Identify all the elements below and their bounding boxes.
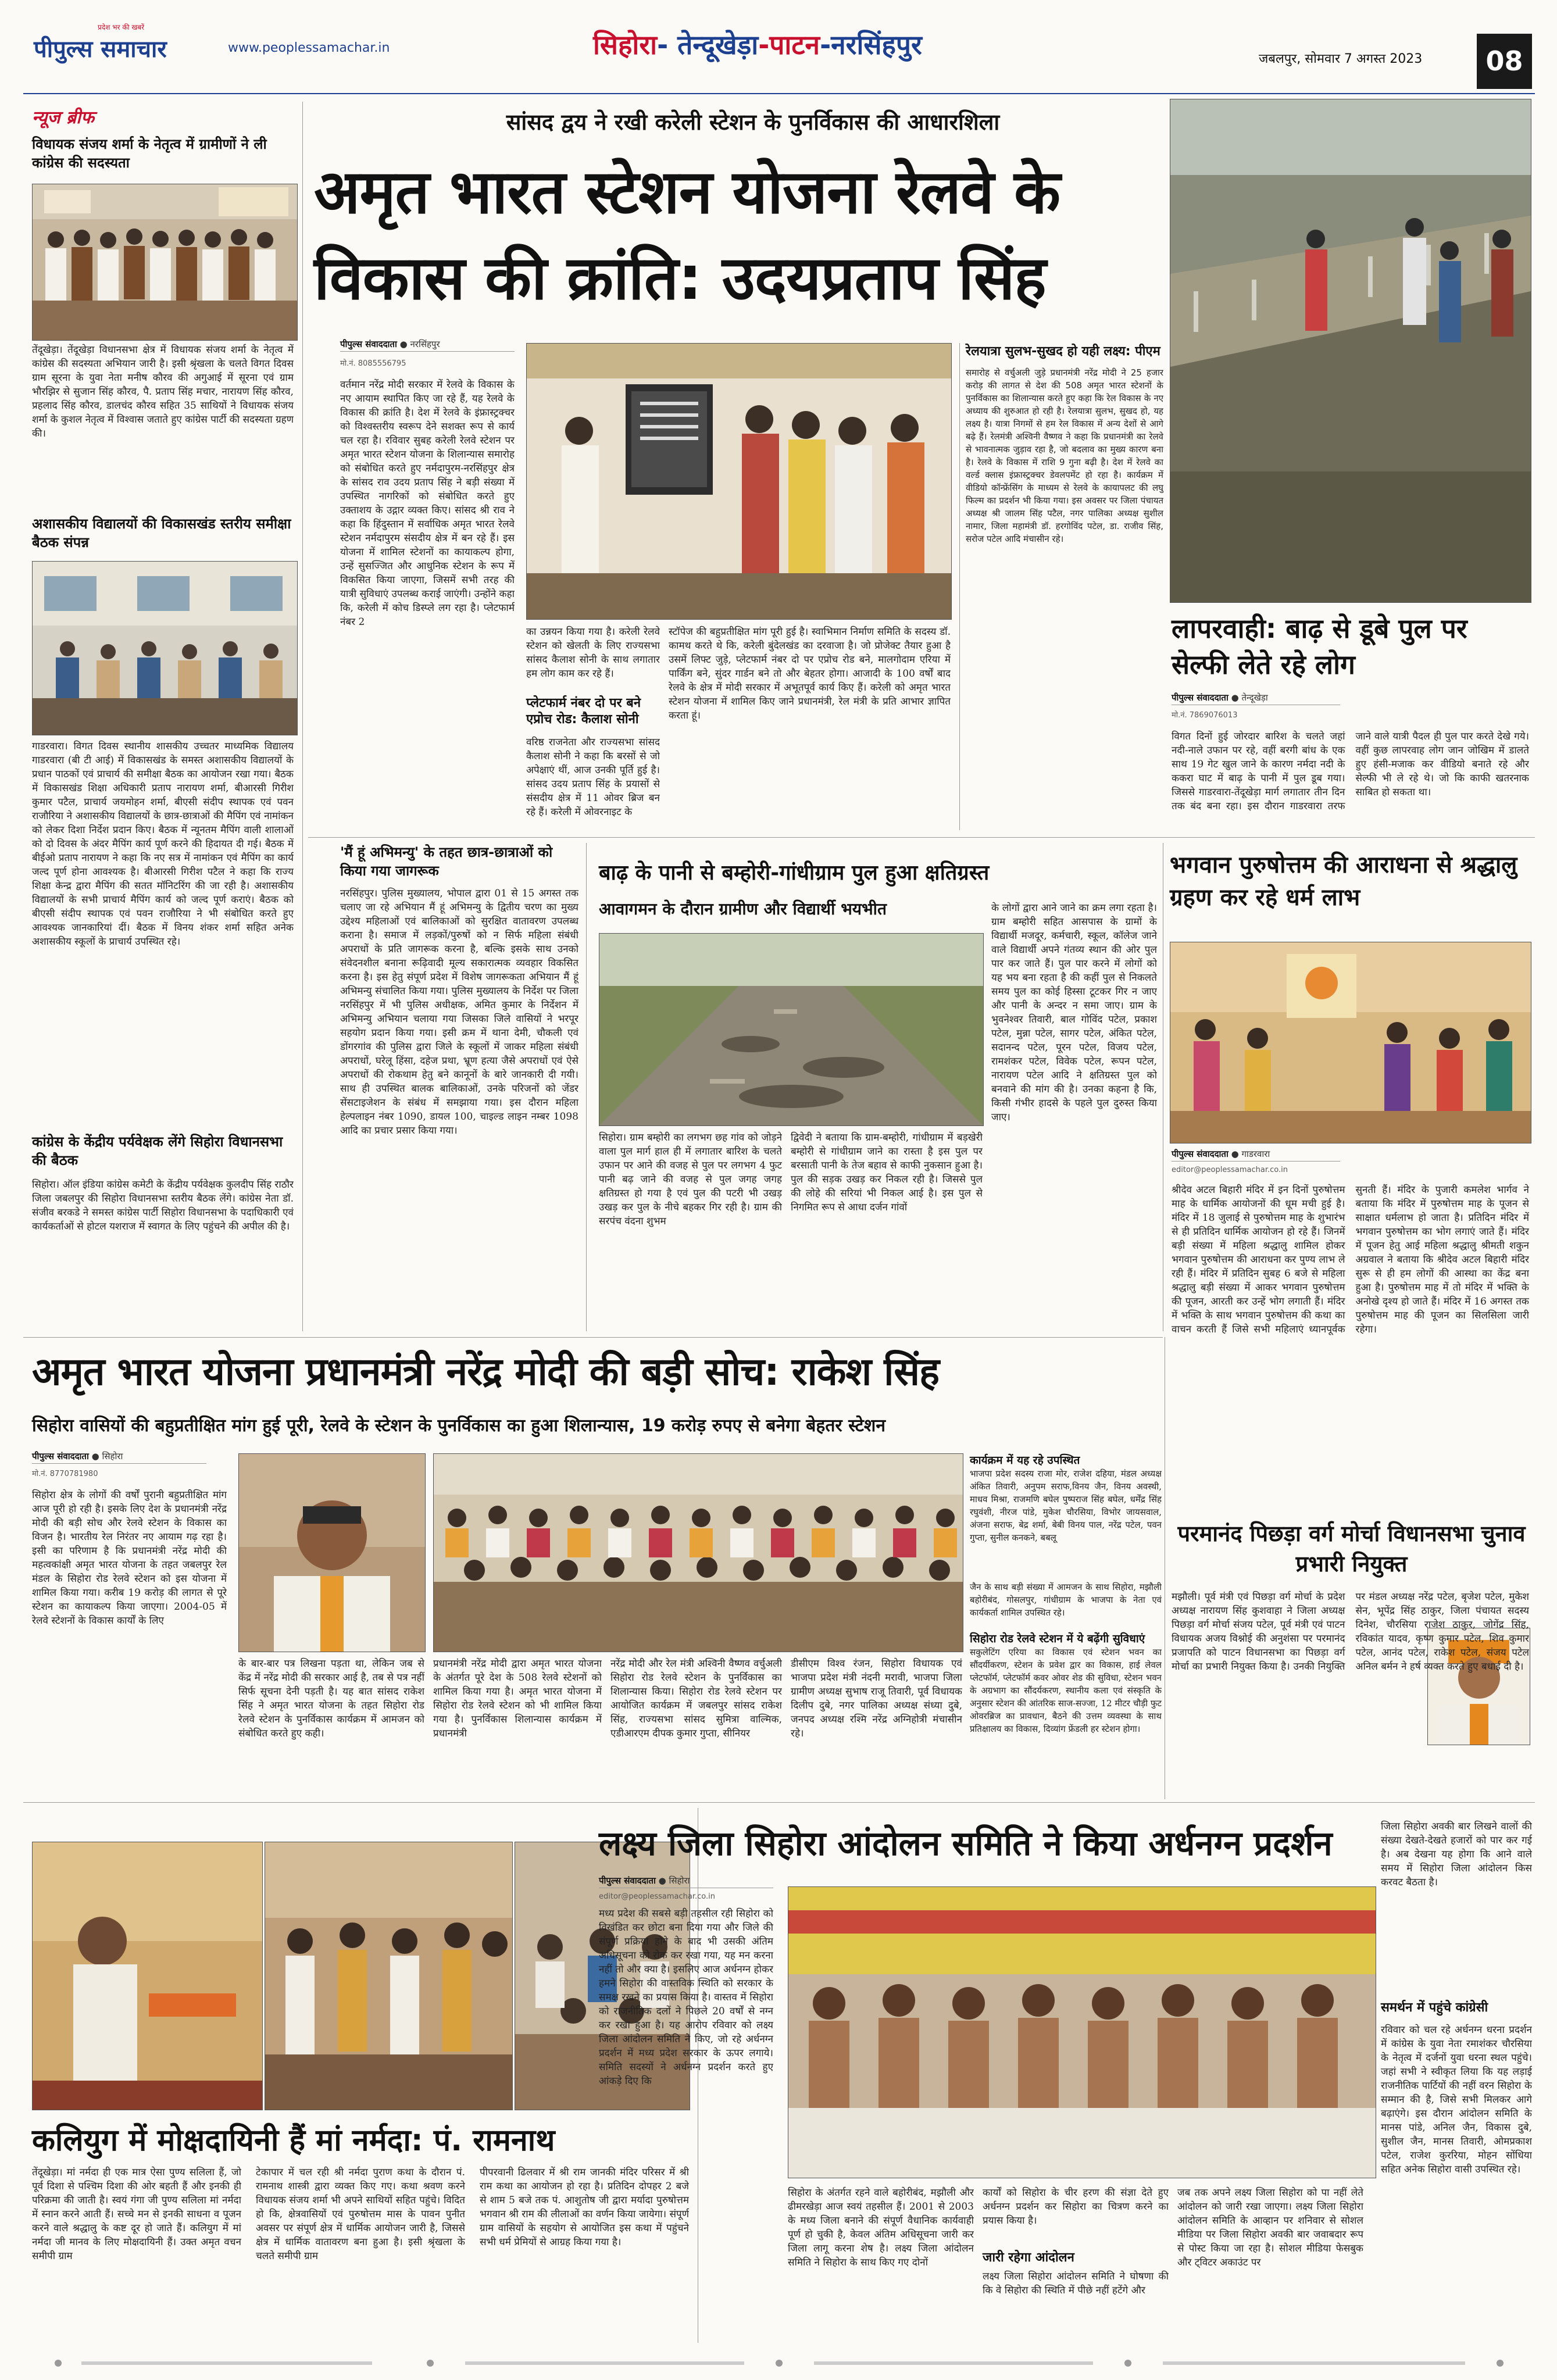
masthead (0, 0, 1557, 77)
brief-divider (302, 102, 303, 1331)
section-part-1: सिहोरा (593, 29, 658, 60)
lead-headline-2: विकास की क्रांति: उदयप्रताप सिंह (314, 242, 1046, 313)
lead-sidebar-headline: रेलयात्रा सुलभ-सुखद हो यही लक्ष्य: पीएम (966, 344, 1160, 359)
rakesh-col-5 (791, 1453, 962, 1651)
lower-rule (23, 1802, 1535, 1803)
page-number: 08 (1477, 34, 1532, 89)
kaliyug-body-1: तेंदूखेड़ा। मां नर्मदा ही एक मात्र ऐसा पुण्य सलिला हैं, जो पूर्व दिशा से पश्चिम दिशा की ओर बहती हैं और इनकी ही परिक्रमा की जाती है। स्वयं गंगा जी पुण्य सलिला मां नर्मदा में स्नान करने आती हैं। सच्चे मन से इनकी साधना व पूजन करने वाले श्रद्धालु के कष्ट दूर हो जाते हैं। कलियुग में मां नर्मदा जी मानव के लिए मोक्षदायिनी हैं। उक्त अमृत वचन समीपी ग्राम (32, 2167, 241, 2262)
flood-mobile: मो.नं. 7869076013 (1172, 711, 1238, 720)
lead-photo (526, 343, 952, 620)
lead-body-3: वरिष्ठ राजनेता और राज्यसभा सांसद कैलाश सोनी ने कहा कि बरसों से जो अपेक्षाएं थीं, आज उनकी पूर्ति हुई है। सांसद उदय प्रताप सिंह के प्रयासों से संसदीय क्षेत्र में 11 ओवर ब्रिज बन रहे हैं। करेली में ओवरनाइट के (526, 737, 660, 818)
bridge-body-3: के लोगों द्वारा आने जाने का क्रम लगा रहता है। ग्राम बम्होरी सहित आसपास के ग्रामों के विद्यार्थी मजदूर, कर्मचारी, स्कूल, कॉलेज जाने वाले विद्यार्थी अपने गंतव्य स्थान की ओर पुल पार कर जाते हैं। पुल पार करने में लोगों को यह भय बना रहता है की कहीं पुल से निकलते समय पुल का कोई हिस्सा टूटकर गिर न जाए और पानी के अन्दर न समा जाए। ग्राम के भुवनेश्वर तिवारी, बाल गोविंद पटेल, प्रकाश पटेल, मुन्ना पटेल, सागर पटेल, अंकित पटेल, सदानन्द पटेल, पूरन पटेल, विजय पटेल, रामशंकर पटेल, विवेक पटेल, रूपन पटेल, नारायण पटेल आदि ने क्षतिग्रस्त पुल को बनवाने की मांग की है। उनका कहना है कि, किसी गंभीर हादसे के पहले पुल दुरुस्त किया जाए। (991, 902, 1157, 1123)
lead-kicker: सांसद द्वय ने रखी करेली स्टेशन के पुनर्विकास की आधारशिला (506, 109, 1000, 135)
masthead-rule (23, 93, 1535, 94)
rakesh-subhead-2: कार्यक्रम में यह रहे उपस्थित (970, 1454, 1080, 1467)
parmanand-headline: परमानंद पिछड़ा वर्ग मोर्चा विधानसभा चुनाव प्रभारी नियुक्त (1177, 1521, 1526, 1577)
rakesh-byline-name: पीपुल्स संवाददाता (32, 1451, 89, 1461)
aandolan-body-3: कार्यों को सिहोरा के चीर हरण की संज्ञा देते हुए अर्धनग्न प्रदर्शन कर सिहोरा का चित्रण करने का प्रयास किया है। (983, 2187, 1169, 2227)
aandolan-byline-place: सिहोरा (669, 1875, 690, 1886)
aandolan-byline: पीपुल्स संवाददाता ● सिहोरा (599, 1875, 773, 1888)
lead-mobile: मो.नं. 8085556795 (340, 359, 406, 368)
brief-2-body: गाडरवारा। विगत दिवस स्थानीय शासकीय उच्चतर माध्यमिक विद्यालय गाडरवारा (बी टी आई) में विकासखंड के समस्त अशासकीय विद्यालयों के प्रधान पाठकों एवं प्राचार्य की समीक्षा बैठक का आयोजन रखा गया। बैठक में विकासखंड शिक्षा अधिकारी प्रताप नारायण शर्मा, बीआरसी गिरीश कुमार पटैल, प्राचार्य जयमोहन शर्मा, बीएसी संदीप स्थापक एवं पवन राजौरिया ने अशासकीय विद्यालयों के छात्र-छात्राओं की मैपिंग एवं नामांकन को लेकर दिशा निर्देश प्रदान किए। बैठक में न्यूनतम मैपिंग वाली शालाओं को दो दिवस के अंदर मैपिंग कार्य पूर्ण करने की हिदायत दी गई। बैठक में बीईओ प्रताप नारायण ने कहा कि नए सत्र में नामांकन एवं मैपिंग का कार्य जल्द पूर्ण होना आवश्यक है। बीआरसी गिरीश पटैल ने कहा कि राज्य शिक्षा केन्द्र द्वारा मैपिंग की सतत मॉनिटरिंग की जा रही है। अशासकीय विद्यालयों के सभी प्राचार्य मैपिंग कार्य को जल्द पूर्ण कराएं। बैठक को बीएसी संदीप स्थापक एवं पवन राजौरिया ने भी संबोधित करते हुए आवश्यक जानकारियां दीं। बैठक में विनय शंकर शर्मा सहित अनेक अशासकीय स्कूलों के प्राचार्य उपस्थित रहे। (32, 741, 294, 948)
rakesh-mobile: मो.नं. 8770781980 (32, 1470, 98, 1478)
rakesh-body-4: नरेंद्र मोदी और रेल मंत्री अश्विनी वैष्णव वर्चुअली सिहोरा रोड रेलवे स्टेशन के पुनर्विकास का शिलान्यास किया। सिहोरा रोड रेलवे स्टेशन पर आयोजित कार्यक्रम में जबलपुर सांसद राकेश सिंह, राज्यसभा सांसद सुमित्रा वाल्मिक, एडीआरएम दीपक कुमार गुप्ता, सीनियर (610, 1658, 782, 1739)
aandolan-headline: लक्ष्य जिला सिहोरा आंदोलन समिति ने किया अर्धनग्न प्रदर्शन (599, 1824, 1333, 1863)
kaliyug-body-3: पीपरवानी ढिलवार में श्री राम जानकी मंदिर परिसर में श्री राम कथा का आयोजन हो रहा है। प्रतिदिन दोपहर 2 बजे से शाम 5 बजे तक पं. आशुतोष जी द्वारा मर्यादा पुरुषोत्तम भगवान श्री राम की लीलाओं का वर्णन किया जायेगा। संपूर्ण ग्राम वासियों के सहयोग से आयोजित इस कथा में पहुंचने सभी धर्म प्रेमियों से आग्रह किया गया है। (480, 2167, 689, 2248)
brief-1-photo (32, 184, 298, 341)
bhagwan-headline: भगवान पुरुषोत्तम की आराधना से श्रद्धालु ग्रहण कर रहे धर्म लाभ (1170, 852, 1517, 911)
flood-photo (1170, 99, 1531, 603)
aandolan-body-5: जब तक अपने लक्ष्य जिला सिहोरा को पा नहीं लेते आंदोलन को जारी रखा जाएगा। लक्ष्य जिला सिहोरा आंदोलन समिति के आव्हान पर शनिवार से सोशल मीडिया पर जिला सिहोरा अवकी बार जवाबदार रूप से पोस्ट किया जा रहा है। सोशल मीडिया फेसबुक और ट्विटर अकाउंट पर (1177, 2187, 1363, 2268)
aandolan-subhead-2: समर्थन में पहुंचे कांग्रेसी (1381, 2000, 1488, 2015)
damaged-bridge-photo (599, 934, 983, 1125)
parmanand-body: मझौली। पूर्व मंत्री एवं पिछड़ा वर्ग मोर्चा के प्रदेश अध्यक्ष नारायण सिंह कुशवाहा ने जिला अध्यक्ष पिछड़ा वर्ग मोर्चा संजय पटेल, पूर्व मंत्री एवं पाटन विधायक अजय विश्नोई की अनुशंसा पर परमानंद प्रजापति को पाटन विधानसभा का पिछड़ा वर्ग मोर्चा का प्रभारी नियुक्त किया है। उनकी नियुक्ति पर मंडल अध्यक्ष नरेंद्र पटेल, बृजेश पटेल, मुकेश सेन, भूपेंद्र सिंह ठाकुर, जिला पंचायत सदस्य दिनेश, चौरसिया राजेश ठाकुर, जोगेंद्र सिंह, रविकांत यादव, कृष्ण कुमार पटेल, शिव कुमार पटेल, आनंद पटेल, राकेश पटेल, संजय पटेल अनिल बर्मन ने हर्ष व्यक्त करते हुए बधाई दी है। (1172, 1591, 1529, 1673)
lead-bottom-rule (308, 837, 1535, 838)
rakesh-subhead: सिहोरा वासियों की बहुप्रतीक्षित मांग हुई पूरी, रेलवे के स्टेशन के पुनर्विकास का हुआ शिलान्यास, 19 करोड़ रुपए से बनेगा बेहतर स्टेशन (32, 1416, 885, 1436)
aandolan-col-3 (983, 2186, 1169, 2334)
aandolan-body-2: सिहोरा के अंतर्गत रहने वाले बहोरीबंद, मझौली और ढीमरखेड़ा आज स्वयं तहसील हैं। 2001 से 2003 के मध्य जिला बनाने की संपूर्ण वैधानिक कार्यवाही पूर्ण हो चुकी है, केवल अंतिम अधिसूचना जारी कर जिला लागू करना शेष है। लक्ष्य जिला आंदोलन समिति ने सिहोरा के साथ किए गए दोनों (788, 2187, 974, 2268)
bridge-photo (599, 933, 984, 1126)
bhagwan-body: श्रीदेव अटल बिहारी मंदिर में इन दिनों पुरुषोत्तम माह के धार्मिक आयोजनों की धूम मची हुई है। मंदिर में 18 जुलाई से पुरुषोत्तम माह के शुभारंभ से ही प्रतिदिन धार्मिक आयोजन हो रहे हैं। जिनमें बड़ी संख्या में महिला श्रद्धालु शामिल होकर भगवान पुरुषोत्तम की आराधना कर पुण्य लाभ ले रही हैं। मंदिर में प्रतिदिन सुबह 6 बजे से महिला श्रद्धालु बड़ी संख्या में आकर भगवान पुरुषोत्तम की पूजन, आरती कर उन्हें भोग लगाती हैं। मंदिर में भक्ति के साथ भगवान पुरुषोत्तम की कथा का वाचन करती हैं जिसे सभी महिलाएं ध्यानपूर्वक सुनती हैं। मंदिर के पुजारी कमलेश भार्गव ने बताया कि मंदिर में पुरुषोत्तम माह के पूजन से साक्षात धर्मलाभ हो जाता है। प्रतिदिन मंदिर में भगवान पुरुषोत्तम का भोग लगाएं जाते हैं। मंदिर में पूजन हेतु आई महिला श्रद्धालु श्रीमती शकुन अग्रवाल ने बताया कि श्रीदेव अटल बिहारी मंदिर सुरू से ही हम लोगों की आस्था का केंद्र बना हुआ है। पुरुषोत्तम माह में तो मंदिर में भक्ति के अनोखे दृश्य हो जाते हैं। मंदिर में 16 अगस्त तक पुरुषोत्तम माह की पूजन का सिलसिला जारी रहेगा। (1172, 1184, 1529, 1335)
brief-3-body: सिहोरा। ऑल इंडिया कांग्रेस कमेटी के केंद्रीय पर्यवेक्षक कुलदीप सिंह राठौर जिला जबलपुर की सिहोरा विधानसभा स्तरीय बैठक लेंगे। कांग्रेस नेता डॉ. संजीव बरकडे ने समस्त कांग्रेस पार्टी सिहोरा विधानसभा के पदाधिकारी एवं कार्यकर्ताओं से होटल यशराज में स्वागत के लिए पहुंचने की अपील की है। (32, 1179, 294, 1232)
brief-2-headline: अशासकीय विद्यालयों की विकासखंड स्तरीय समीक्षा बैठक संपन्न (32, 516, 291, 551)
rakesh-body-8: सकुलेटिंग एरिया का विकास एवं स्टेशन भवन का सौंदर्यीकरण, स्टेशन के प्रवेश द्वार का विकास, हाई लेवल प्लेटफॉर्म, प्लेटफॉर्म कवर ओवर शेड की सुविधा, स्टेशन भवन के अग्रभाग का सौंदर्यकरण, स्थानीय कला एवं संस्कृति के अनुसार स्टेशन की आंतरिक साज-सज्जा, 12 मीटर चौड़ी फुट ओवरब्रिज का प्रावधान, बैठने की उत्तम व्यवस्था के साथ प्रतिक्षालय का विकास, दिव्यांग फ्रेंडली हर स्टेशन होगा। (970, 1647, 1162, 1734)
kaliyug-body-2: टेकापार में चल रही श्री नर्मदा पुराण कथा के दौरान पं. रामनाथ शास्त्री द्वारा व्यक्त किए गए। कथा श्रवण करने विधायक संजय शर्मा भी अपने साथियों सहित पहुंचे। विदित हो कि, क्षेत्रवासियों एवं पुरुषोत्तम मास के पावन पुनीत अवसर पर संपूर्ण क्षेत्र में धार्मिक आयोजन जारी है, जिससे क्षेत्र में धार्मिक वातावरण बना हुआ है। इसी श्रृंखला के चलते समीपी ग्राम (256, 2167, 465, 2262)
foundation-stone-photo (527, 344, 951, 619)
rakesh-body-1: सिहोरा क्षेत्र के लोगों की वर्षों पुरानी बहुप्रतीक्षित मांग आज पूरी हो रही है। इसके लिए देश के प्रधानमंत्री नरेंद्र मोदी की बड़ी सोच और रेलवे स्टेशन के विकास का विजन है। भारतीय रेल निरंतर नए आयाम गढ़ रहा है। इसी का परिणाम है कि प्रधानमंत्री नरेंद्र मोदी की महत्वकांक्षी अमृत भारत योजना के तहत जबलपुर रेल मंडल के सिहोरा रोड रेलवे स्टेशन को इस योजना में शामिल किया गया। करीब 19 करोड़ की लागत से पूरे स्टेशन का कायाकल्प किया जाएगा। 2004-05 में रेलवे स्टेशनों के विकास कार्यों के लिए (32, 1489, 227, 1627)
rakesh-body-3: प्रधानमंत्री नरेंद्र मोदी द्वारा अमृत भारत योजना के अंतर्गत पूरे देश के 508 रेलवे स्टेशनों को शामिल किया गया है। अमृत भारत योजना में सिहोरा रोड रेलवे स्टेशन को भी शामिल किया गया है। पुनर्विकास शिलान्यास कार्यक्रम में प्रधानमंत्री (433, 1658, 602, 1739)
section-part-4: -नरसिंहपुर (820, 29, 922, 60)
katha-speaker-photo (33, 1842, 262, 2110)
protest-photo (788, 1887, 1376, 2178)
kaliyug-photo-2 (265, 1842, 513, 2110)
meeting-hall-photo (33, 562, 297, 735)
aandolan-body-7: रविवार को चल रहे अर्धनग्न धरना प्रदर्शन में कांग्रेस के युवा नेता रमाशंकर चौरसिया के नेतृत्व में दर्जनों युवा धरना स्थल पहुंचे। जहां सभी ने स्वीकृत लिया कि यह लड़ाई राजनीतिक पार्टियों की नहीं वरन सिहोरा के सम्मान की है, जिसे सभी मिलकर आगे बढ़ाएंगे। इस दौरान आंदोलन समिति के मानस पांडे, अनिल जैन, विकास दुबे, सुशील जैन, मानस तिवारी, ओमप्रकाश पटेल, राजेश कुररिया, मोहन सोंधिया सहित अनेक सिहोरा वासी उपस्थित रहे। (1381, 2024, 1532, 2175)
rakesh-headline: अमृत भारत योजना प्रधानमंत्री नरेंद्र मोदी की बड़ी सोच: राकेश सिंह (32, 1349, 939, 1394)
news-brief-label: न्यूज ब्रीफ (32, 108, 94, 128)
congress-group-photo (33, 184, 297, 340)
bhagwan-byline-name: पीपुल्स संवाददाता (1172, 1149, 1229, 1159)
rakesh-body-7: जैन के साथ बड़ी संख्या में आमजन के साथ सिहोरा, मझौली बहोरीबंद, गोसलपुर, गांधीग्राम के भाजपा के नेता एवं कार्यकर्ता शामिल उपस्थित रहे। (970, 1582, 1162, 1618)
rakesh-body-6: भाजपा प्रदेश सदस्य राजा मोर, राजेश दहिया, मंडल अध्यक्ष अंकित तिवारी, अनुपम सराफ,विनय जैन, विनय अवस्थी, माधव मिश्रा, राजमणि बघेल पुष्पराज सिंह बघेल, धर्मेंद्र सिंह रघुवंशी, नीरज पांडे, मुकेश चौरसिया, विभोर जायसवाल, अंजना सराफ, बेद्र शर्मा, बेबी विनय पाल, नरेंद्र पटेल, पवन गुप्ता, सुनील कनकने, बबलू (970, 1468, 1162, 1543)
aandolan-body-6: जिला सिहोरा अवकी बार लिखने वालों की संख्या देखते-देखते हजारों को पार कर गई है। अब देखना यह होगा कि आने वाले समय में सिहोरा जिला आंदोलन किस करवट बैठता है। (1381, 1821, 1532, 1888)
registration-marks (23, 2357, 1535, 2369)
rakesh-subhead-3: सिहोरा रोड रेलवे स्टेशन में ये बढ़ेंगी सुविधाएं (970, 1632, 1145, 1645)
flood-byline-place: तेन्दूखेड़ा (1241, 692, 1268, 703)
section-part-3: -पाटन (758, 29, 820, 60)
lead-body-1: वर्तमान नरेंद्र मोदी सरकार में रेलवे के विकास के नए आयाम स्थापित किए जा रहे हैं, यह रेलवे के विकास की क्रांति है। देश में रेलवे के इंफ्रास्ट्रक्चर को विश्वस्तरीय स्वरूप देने सशक्त रूप से कार्य चल रहा है। रविवार सुबह करेली रेलवे स्टेशन पर अमृत भारत स्टेशन योजना के शिलान्यास समारोह को संबोधित करते हुए नर्मदापुरम-नरसिंहपुर क्षेत्र के सांसद राव उदय प्रताप सिंह ने बड़ी संख्या में उपस्थित नागरिकों को संबोधित करते हुए उक्ताशय के उद्गार व्यक्त किए। सांसद श्री राव ने कहा कि हिंदुस्तान में सर्वाधिक अमृत भारत रेलवे स्टेशन नर्मदापुरम संसदीय क्षेत्र में बन रहे हैं। इस योजना में शामिल स्टेशनों का कायाकल्प होगा, उन्हें सुसज्जित और आधुनिक स्टेशन के रूप में विकसित किया जाएगा, जिसमें सभी तरह की यात्री सुविधाएं उपलब्ध कराई जाएंगी। उन्होंने कहा कि, करेली में कोच डिस्प्ले लग रहा है। प्लेटफार्म नंबर 2 (340, 379, 515, 628)
rakesh-body-5: डीसीएम विश्व रंजन, सिहोरा विधायक एवं भाजपा प्रदेश मंत्री नंदनी मरावी, भाजपा जिला ग्रामीण अध्यक्ष सुभाष राजू तिवारी, पूर्व विधायक दिलीप दुबे, नगर पालिका अध्यक्ष संध्या दुबे, जनपद अध्यक्ष रश्मि नरेंद्र अग्निहोत्री मंचासीन रहे। (791, 1658, 962, 1739)
website[interactable]: www.peoplessamachar.in (228, 41, 390, 55)
bhagwan-byline: पीपुल्स संवाददाता ● गाडरवारा (1172, 1148, 1340, 1162)
brief-1-headline: विधायक संजय शर्मा के नेतृत्व में ग्रामीणों ने ली कांग्रेस की सदस्यता (32, 136, 267, 171)
lead-byline-place: नरसिंहपुर (410, 339, 440, 349)
bridge-body-2: द्विवेदी ने बताया कि ग्राम-बम्होरी, गांधीग्राम में बड़खेरी बम्होरी से गांधीग्राम जाने का रास्ता है इस पुल पर बरसाती पानी के तेज बहाव से काफी नुकसान हुआ है। पुल की सड़क उखड़ कर निकल रही है। जिससे पुल की लोहे की सरियां भी निकल आई है। इस पुल से निगमित रूप से आधा दर्जन गांवों (791, 1132, 983, 1213)
footer-strip (23, 2357, 1535, 2369)
brand-logo: पीपुल्स समाचार (34, 36, 167, 63)
lead-sidebar (959, 343, 1163, 830)
abhimanyu-headline: 'मैं हूं अभिमन्यु' के तहत छात्र-छात्राओं को किया गया जागरूक (340, 844, 553, 879)
abhimanyu-divider (586, 843, 587, 1331)
abhimanyu-body: नरसिंहपुर। पुलिस मुख्यालय, भोपाल द्वारा 01 से 15 अगस्त तक चलाए जा रहे अभियान मैं हूं अभिमन्यु के द्वितीय चरण का मुख्य उद्देश्य महिलाओं एवं बालिकाओं को सुरक्षित वातावरण उपलब्ध कराना है। समाज में लड़कों/पुरुषों को न सिर्फ महिला संबंधी अपराधों के प्रति जागरूक करना है, बल्कि इसके साथ उनको संवेदनशील बनाना रूढ़िवादी मूल्य सकारात्मक व्यवहार विकसित करना है। इस हेतु संपूर्ण प्रदेश में विशेष जागरूकता अभियान मैं हूं अभिमन्यु संचालित किया गया। पुलिस मुख्यालय के निर्देश पर जिला नरसिंहपुर में भी पुलिस अधीक्षक, अमित कुमार के निर्देशन में अभिमन्यु अभियान चलाया गया जिसका जिले वासियों ने भरपूर सहयोग प्रदान किया गया। इसी क्रम में थाना देमी, चौकली एवं डोंगरगांव की पुलिस द्वारा जिले के स्कूलों में जाकर महिला संबंधी अपराधों, घरेलू हिंसा, दहेज प्रथा, भ्रूण हत्या जैसे अपराधों एवं ऐसे अपराधों की रोकथाम हेतु बने कानूनों के बारे जानकारी दी गयी। साथ ही उपस्थित बालक बालिकाओं, उनके परिजनों को जेंडर सेंसटाइजेशन के संबंध में समझाया गया। इस दौरान महिला हेल्पलाइन नंबर 1090, डायल 100, चाइल्ड लाइन नम्बर 1098 आदि का प्रचार प्रसार किया गया। (340, 888, 578, 1137)
lead-body-2: का उन्नयन किया गया है। करेली रेलवे स्टेशन को खेलती के लिए राज्यसभा सांसद कैलाश सोनी के साथ लगातार हम लोग काम कर रहे हैं। (526, 626, 660, 680)
lead-byline: पीपुल्स संवाददाता ● नरसिंहपुर (340, 338, 515, 352)
mid-rule (23, 1337, 1163, 1338)
flood-body: विगत दिनों हुई जोरदार बारिश के चलते जहां नदी-नाले उफान पर रहे, वहीं बरगी बांध के एक साथ 19 गेट खुल जाने के कारण नर्मदा नदी के ककरा घाट में बाढ़ के पानी में पुल डूब गया। जिससे गाडरवारा-तेंदूखेड़ा मार्ग लगातार तीन दिन तक बंद बना रहा। इस दौरान गाडरवारा तरफ जाने वाले यात्री पैदल ही पुल पार करते देखे गये। वहीं कुछ लापरवाह लोग जान जोखिम में डालते हुए हंसी-मजाक कर वीडियो बनाते रहे और सेल्फी भी ले रहे थे। जो कि काफी खतरनाक साबित हो सकता था। (1172, 731, 1529, 812)
aandolan-byline-name: पीपुल्स संवाददाता (599, 1875, 656, 1886)
section-part-2: - तेन्दूखेड़ा (657, 29, 759, 60)
lead-sidebar-body: समारोह से वर्चुअली जुड़े प्रधानमंत्री नरेंद्र मोदी ने 25 हजार करोड़ की लागत से देश की 508 अमृत भारत स्टेशनों के पुनर्विकास का शिलान्यास करते हुए कहा कि रेल विकास के नए अध्याय की शुरुआत हो रही है। रेलयात्रा सुलभ, सुखद हो, यह लक्ष्य है। यात्रा निगमों से हम रेल विकास में अन्य देशों से आगे बढ़े हैं। रेलमंत्री अश्विनी वैष्णव ने कहा कि प्रधानमंत्री का रेलवे से भावनात्मक जुड़ाव रहा है, जो बदलाव का मुख्य कारण बना है। रेलवे के विकास में राशि 9 गुना बढ़ी है। देश में रेलवे का वर्ल्ड क्लास इंफ्रास्ट्रक्चर डेवलपमेंट हो रहा है। कार्यक्रम में वीडियो कॉन्फ्रेंसिंग के माध्यम से रेलवे के कायापलट की लघु फिल्म का प्रदर्शन भी किया गया। इस अवसर पर जिला पंचायत अध्यक्ष श्री जालम सिंह पटैल, नगर पालिका अध्यक्ष सुशील नामार, जिला महामंत्री डॉ. हरगोविंद पटेल, डा. राजीव सिंह, सरोज पटेल आदि मंचासीन रहे। (966, 367, 1163, 544)
kaliyug-photo-1 (32, 1842, 263, 2110)
brand-tagline: प्रदेश भर की खबरें (98, 23, 145, 31)
aandolan-email[interactable]: editor@peoplessamachar.co.in (599, 1892, 715, 1901)
brief-3-headline: कांग्रेस के केंद्रीय पर्यवेक्षक लेंगे सिहोरा विधानसभा की बैठक (32, 1134, 283, 1168)
bhagwan-email[interactable]: editor@peoplessamachar.co.in (1172, 1166, 1288, 1174)
flood-byline-name: पीपुल्स संवाददाता (1172, 692, 1229, 703)
rakesh-byline-place: सिहोरा (102, 1451, 123, 1461)
temple-devotees-photo (1170, 942, 1531, 1143)
brief-1-body: तेंदूखेड़ा। तेंदूखेड़ा विधानसभा क्षेत्र में विधायक संजय शर्मा के नेतृत्व में कांग्रेस की सदस्यता अभियान जारी है। इसी श्रृंखला के चलते विगत दिवस ग्राम सूरना के युवा नेता मनीष कौरव की अगुआई में सूरना एवं ग्राम भौरझिर से सुजान सिंह कौरव, पै. प्रताप सिंह मचार, नारायण सिंह कौरव, प्रहलाद सिंह कौरव, डालचंद कौरव सहित 35 साथियों ने विधायक संजय शर्मा के कुशल नेतृत्व में विश्वास जताते हुए कांग्रेस पार्टी की सदस्यता ग्रहण की। (32, 344, 294, 439)
section-title (593, 26, 922, 62)
lead-byline-name: पीपुल्स संवाददाता (340, 339, 397, 349)
flood-byline: पीपुल्स संवाददाता ● तेन्दूखेड़ा (1172, 692, 1340, 705)
rakesh-right-cols (970, 1453, 1162, 1791)
bridge-headline: बाढ़ के पानी से बम्होरी-गांधीग्राम पुल हुआ क्षतिग्रस्त (599, 861, 990, 885)
kaliyug-headline: कलियुग में मोक्षदायिनी हैं मां नर्मदा: पं. रामनाथ (32, 2123, 555, 2158)
aandolan-body-1: मध्य प्रदेश की सबसे बड़ी तहसील रही सिहोरा को विखंडित कर छोटा बना दिया गया और जिले की संपूर्ण प्रक्रिया होने के बाद भी उसकी अंतिम अधिसूचना को रोक कर रखा गया, यह मन करना नहीं तो और क्या है। इसलिए आज अर्धनग्न होकर हमने सिहोरा की वास्तविक स्थिति को सरकार के समक्ष रखने का प्रयास किया है। वास्तव में सिहोरा को राजनीतिक दलों ने पिछले 20 वर्षों से नग्न कर रखा हुआ है। यह आरोप रविवार को लक्ष्य जिला आंदोलन समिति ने किए, जो रहे अर्धनग्न प्रदर्शन में मध्य प्रदेश सरकार के ऊपर लगाये। समिति सदस्यों ने अर्धनग्न प्रदर्शन करते हुए आंकड़े दिए कि (599, 1908, 773, 2087)
rakesh-byline: पीपुल्स संवाददाता ● सिहोरा (32, 1450, 206, 1464)
flood-headline: लापरवाही: बाढ़ से डूबे पुल पर सेल्फी लेते रहे लोग (1172, 613, 1467, 680)
bhagwan-byline-place: गाडरवारा (1241, 1149, 1270, 1159)
mp-portrait-photo (239, 1454, 425, 1652)
rakesh-portrait (238, 1453, 426, 1652)
bridge-body-1: सिहोरा। ग्राम बम्होरी का लगभग छह गांव को जोड़ने वाला पुल मार्ग हाल ही में लगातार बारिश के चलते उफान पर आने की वजह से पुल पर लगभग 4 फुट पानी बढ़ जाने की वजह से पुल जगह जगह क्षतिग्रस्त हो गया है एवं पुल की पटरी भी उखड़ उखड़ कर पुल के नीचे बहकर गिर रही है। ग्राम की सरपंच वंदना शुभम (599, 1132, 782, 1227)
dateline: जबलपुर, सोमवार 7 अगस्त 2023 (1259, 52, 1423, 66)
rakesh-body-2: के बार-बार पत्र लिखना पड़ता था, लेकिन जब से केंद्र में नरेंद्र मोदी की सरकार आई है, तब से पत्र नहीं सिर्फ सूचना देनी पड़ती है। यह बात सांसद राकेश सिंह ने अमृत भारत योजना के तहत सिहोरा रोड रेलवे स्टेशन के पुनर्विकास कार्यक्रम में आमजन को संबोधित करते हुए कही। (238, 1658, 424, 1739)
brief-2-photo (32, 561, 298, 735)
lead-headline-1: अमृत भारत स्टेशन योजना रेलवे के (314, 156, 1060, 227)
flooded-bridge-photo (1170, 99, 1531, 602)
lead-body-4: स्टॉपेज की बहुप्रतीक्षित मांग पूरी हुई है। स्वाभिमान निर्माण समिति के सदस्य डॉ. कामथ करते थे कि, करेली बुंदेलखंड का दरवाजा है। जो प्रोजेक्ट तैयार हुआ है उसमें लिफ्ट जुड़े, प्लेटफार्म नंबर दो पर एप्रोच रोड बने, मालगोदाम एरिया में पार्किंग बने, सुंदर गार्डन बने तो और बेहतर होगा। आजादी के 100 वर्षों बाद रेलवे के क्षेत्र में मोदी सरकार में अभूतपूर्व कार्य किए हैं। करेली को अमृत भारत स्टेशन योजना में शामिल किए जाने प्रधानमंत्री, रेल मंत्री के प्रति आभार ज्ञापित करता हूं। (669, 626, 951, 721)
lead-subhead: प्लेटफार्म नंबर दो पर बने एप्रोच रोड: कैलाश सोनी (526, 696, 641, 727)
bhagwan-photo (1170, 942, 1531, 1143)
aandolan-body-4: लक्ष्य जिला सिहोरा आंदोलन समिति ने घोषणा की कि वे सिहोरा की स्थिति में पीछे नहीं हटेंगे और (983, 2271, 1169, 2296)
katha-audience-photo (265, 1842, 512, 2110)
aandolan-subhead: जारी रहेगा आंदोलन (983, 2250, 1074, 2265)
aandolan-photo (788, 1886, 1376, 2178)
bridge-subhead: आवागमन के दौरान ग्रामीण और विद्यार्थी भयभीत (599, 899, 887, 919)
